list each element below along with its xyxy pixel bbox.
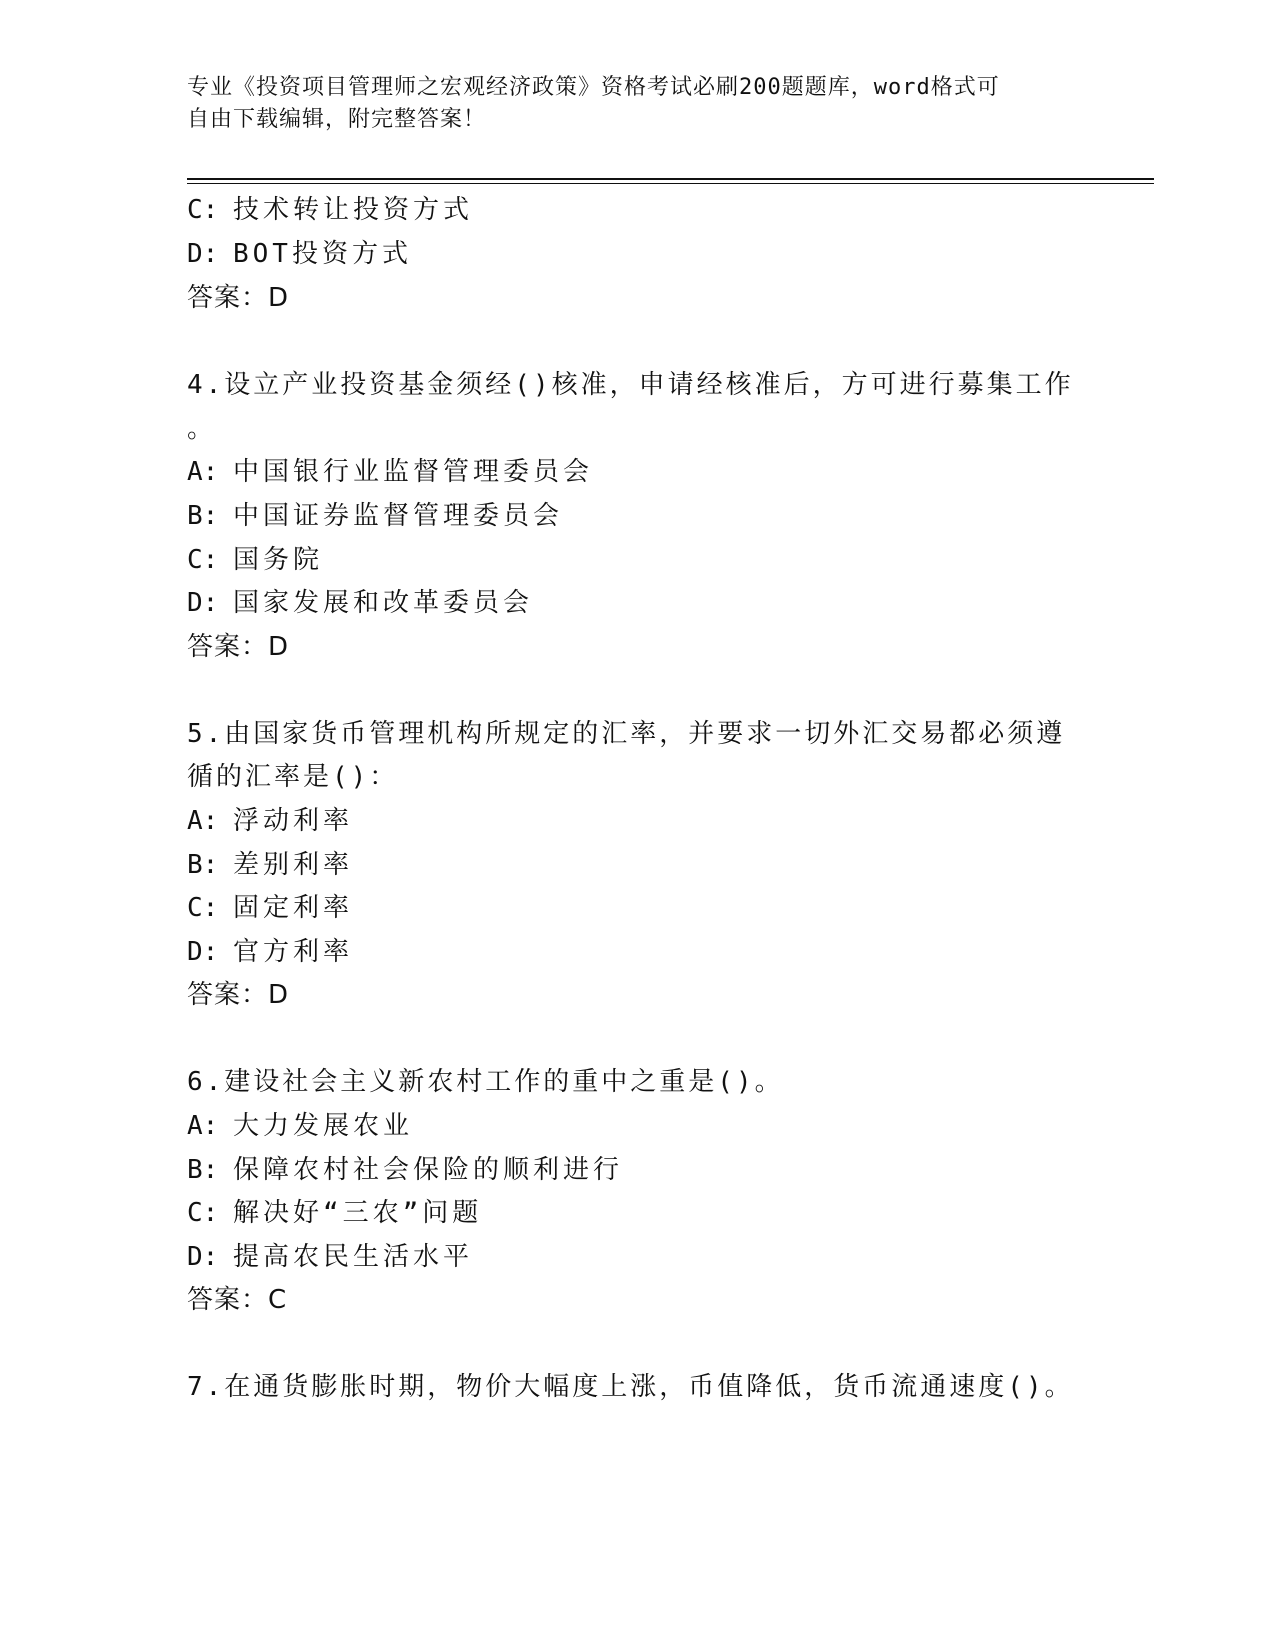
option-key: C: (187, 195, 219, 225)
option-b (187, 850, 353, 880)
option-c (187, 545, 323, 575)
option-key: A: (187, 1111, 219, 1141)
option-c (187, 1198, 482, 1228)
option-d (187, 588, 533, 618)
option-a (187, 1111, 413, 1141)
option-text: 中国证券监督管理委员会 (233, 501, 564, 531)
option-a (187, 806, 353, 836)
answer: 答案：D (187, 632, 290, 662)
option-key: B: (187, 1155, 219, 1185)
answer: 答案：D (187, 283, 290, 313)
option-key: B: (187, 501, 219, 531)
option-c (187, 893, 353, 923)
header-divider-thick (187, 178, 1154, 180)
document-title (187, 72, 1067, 136)
question-text-line-1: 7.在通货膨胀时期，物价大幅度上涨，币值降低，货币流通速度()。 (187, 1372, 1074, 1402)
question-text-line-2: 循的汇率是()： (187, 762, 399, 792)
option-text: 提高农民生活水平 (233, 1242, 474, 1272)
title-line-2: 自由下载编辑，附完整答案！ (187, 107, 487, 132)
option-key: A: (187, 457, 219, 487)
option-key: C: (187, 1198, 219, 1228)
option-text: 中国银行业监督管理委员会 (233, 457, 594, 487)
question-text-line-1: 4.设立产业投资基金须经()核准，申请经核准后，方可进行募集工作 (187, 370, 1074, 400)
option-d (187, 937, 353, 967)
answer: 答案：C (187, 1285, 288, 1315)
question-text-line-1: 6.建设社会主义新农村工作的重中之重是()。 (187, 1067, 784, 1097)
option-text: 官方利率 (233, 937, 354, 967)
title-line-1: 专业《投资项目管理师之宏观经济政策》资格考试必刷200题题库，word格式可 (187, 75, 1000, 100)
option-text: 固定利率 (233, 893, 354, 923)
option-a (187, 457, 593, 487)
option-text: BOT投资方式 (233, 239, 412, 269)
option-text: 大力发展农业 (233, 1111, 414, 1141)
question-text-line-1: 5.由国家货币管理机构所规定的汇率，并要求一切外汇交易都必须遵 (187, 719, 1066, 749)
option-key: B: (187, 850, 219, 880)
option-b (187, 501, 563, 531)
option-key: D: (187, 1242, 219, 1272)
option-b (187, 1155, 623, 1185)
option-key: D: (187, 239, 219, 269)
option-text: 国家发展和改革委员会 (233, 588, 534, 618)
option-text: 差别利率 (233, 850, 354, 880)
option-key: D: (187, 588, 219, 618)
option-key: C: (187, 893, 219, 923)
option-text: 解决好“三农”问题 (233, 1198, 483, 1228)
option-text: 浮动利率 (233, 806, 354, 836)
option-key: C: (187, 545, 219, 575)
question-text-line-2: 。 (187, 414, 218, 444)
option-c (187, 195, 473, 225)
option-d (187, 1242, 473, 1272)
header-divider-thin (187, 183, 1154, 184)
option-key: A: (187, 806, 219, 836)
option-d (187, 239, 412, 269)
option-key: D: (187, 937, 219, 967)
option-text: 保障农村社会保险的顺利进行 (233, 1155, 624, 1185)
answer: 答案：D (187, 980, 290, 1010)
option-text: 技术转让投资方式 (233, 195, 474, 225)
option-text: 国务院 (233, 545, 324, 575)
